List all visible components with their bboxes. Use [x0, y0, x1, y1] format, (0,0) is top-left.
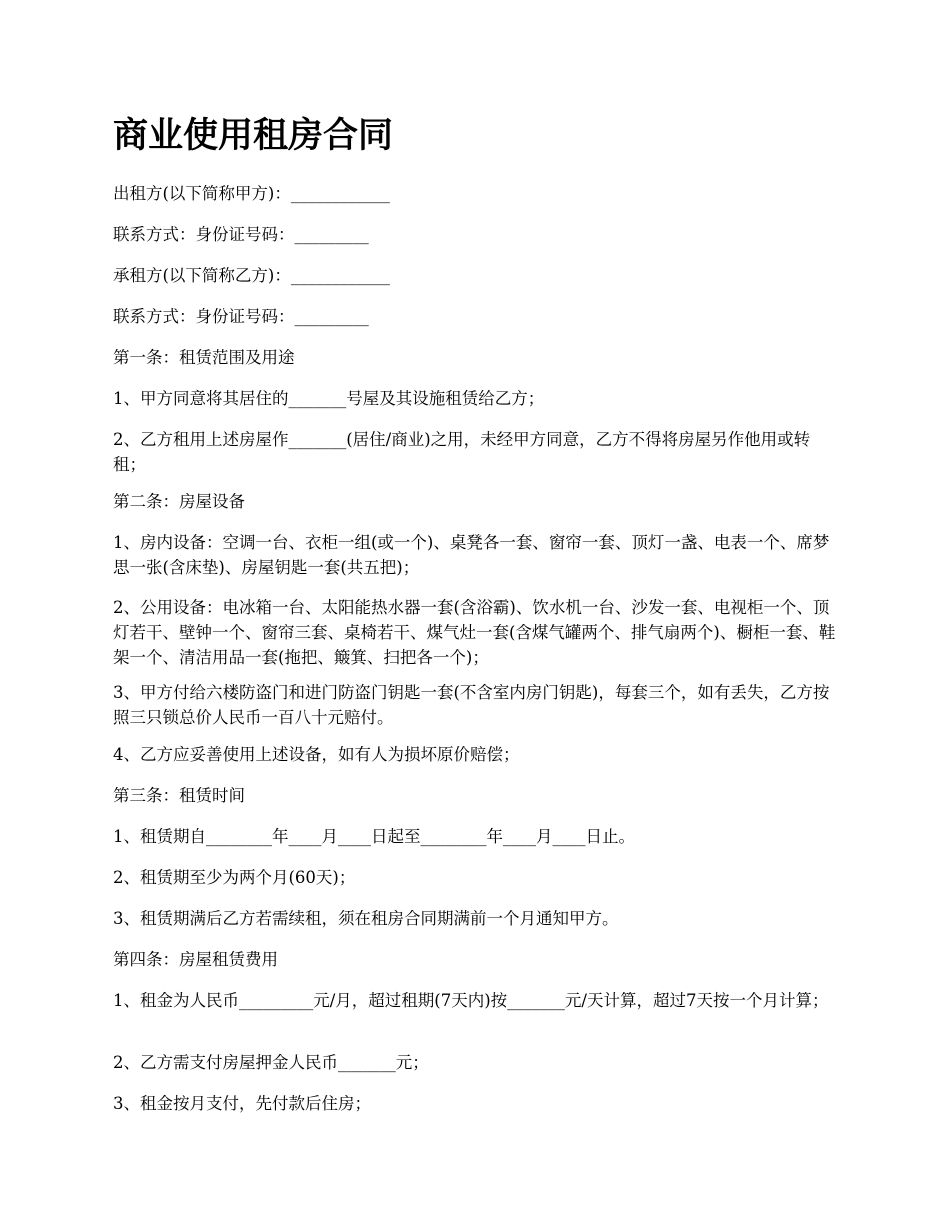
article-3-item-1: 1、租赁期自________年____月____日起至________年____月____日止。 [113, 827, 635, 846]
paragraph-lessor-contact: 联系方式：身份证号码：_________ [113, 225, 369, 244]
article-2-heading: 第二条：房屋设备 [113, 492, 245, 511]
paragraph-lessor: 出租方(以下简称甲方)：____________ [113, 184, 390, 203]
article-3-item-3: 3、租赁期满后乙方若需续租，须在租房合同期满前一个月通知甲方。 [113, 909, 619, 928]
article-3-item-2: 2、租赁期至少为两个月(60天)； [113, 868, 356, 887]
article-4-item-1: 1、租金为人民币_________元/月，超过租期(7天内)按_______元/天计算，超过7天按一个月计算； [113, 991, 829, 1010]
article-4-item-3: 3、租金按月支付，先付款后住房； [113, 1094, 371, 1113]
article-4-item-2: 2、乙方需支付房屋押金人民币_______元； [113, 1053, 429, 1072]
article-1-item-2: 2、乙方租用上述房屋作_______(居住/商业)之用，未经甲方同意，乙方不得将房屋另作他用或转租； [113, 430, 811, 474]
article-2-item-2: 2、公用设备：电冰箱一台、太阳能热水器一套(含浴霸)、饮水机一台、沙发一套、电视柜一个、顶灯若干、壁钟一个、窗帘三套、桌椅若干、煤气灶一套(含煤气罐两个、排气扇两个)、橱柜一套、鞋架一个、清洁用品一套(拖把、簸箕、扫把各一个)； [113, 598, 836, 667]
paragraph-lessee: 承租方(以下简称乙方)：____________ [113, 266, 390, 285]
article-2-item-1: 1、房内设备：空调一台、衣柜一组(或一个)、桌凳各一套、窗帘一套、顶灯一盏、电表一个、席梦思一张(含床垫)、房屋钥匙一套(共五把)； [113, 533, 830, 577]
article-1-heading: 第一条：租赁范围及用途 [113, 348, 295, 367]
article-1-item-1: 1、甲方同意将其居住的_______号屋及其设施租赁给乙方； [113, 389, 545, 408]
article-2-item-3: 3、甲方付给六楼防盗门和进门防盗门钥匙一套(不含室内房门钥匙)，每套三个，如有丢失，乙方按照三只锁总价人民币一百八十元赔付。 [113, 683, 830, 727]
document-title: 商业使用租房合同 [113, 116, 394, 156]
article-3-heading: 第三条：租赁时间 [113, 786, 245, 805]
paragraph-lessee-contact: 联系方式：身份证号码：_________ [113, 307, 369, 326]
article-4-heading: 第四条：房屋租赁费用 [113, 950, 278, 969]
article-2-item-4: 4、乙方应妥善使用上述设备，如有人为损坏原价赔偿； [113, 745, 520, 764]
